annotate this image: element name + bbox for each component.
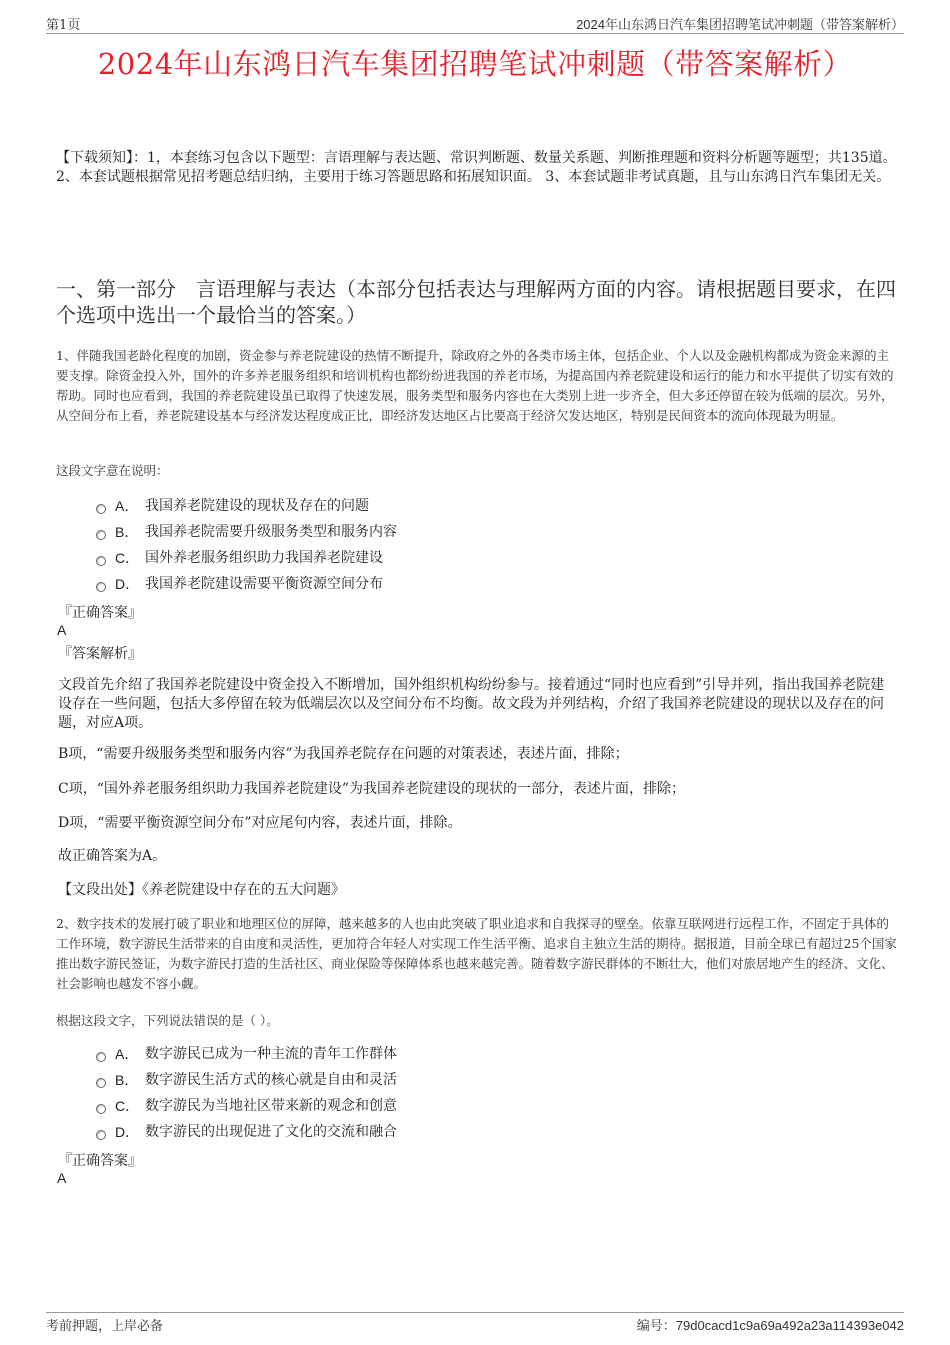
question-2-option-b[interactable]	[96, 1070, 397, 1090]
footer-doc-id	[637, 1315, 904, 1334]
option-text: 数字游民的出现促进了文化的交流和融合	[145, 1124, 397, 1140]
option-text: 数字游民为当地社区带来新的观念和创意	[145, 1098, 397, 1114]
question-1-source: 【文段出处】《养老院建设中存在的五大问题》	[58, 882, 345, 898]
footer-slogan: 考前押题，上岸必备	[46, 1319, 164, 1334]
question-2-answer-label: 『正确答案』	[58, 1153, 142, 1169]
question-2-option-a[interactable]	[96, 1044, 397, 1064]
option-letter: C．	[115, 550, 140, 566]
option-letter: D．	[115, 1124, 140, 1140]
option-text: 数字游民已成为一种主流的青年工作群体	[145, 1046, 397, 1062]
radio-icon[interactable]	[96, 1052, 106, 1062]
option-letter: C．	[115, 1098, 140, 1114]
question-2-answer: A	[57, 1170, 67, 1186]
question-1-analysis-d: D项，“需要平衡资源空间分布”对应尾句内容，表述片面，排除。	[58, 815, 462, 831]
option-letter: A．	[115, 1046, 139, 1062]
question-2-option-c[interactable]	[96, 1096, 397, 1116]
option-letter: D．	[115, 576, 140, 592]
option-text: 国外养老服务组织助力我国养老院建设	[145, 550, 383, 566]
question-2-option-d[interactable]	[96, 1122, 397, 1142]
doc-id-label: 编号：	[636, 1319, 676, 1334]
option-text: 我国养老院建设的现状及存在的问题	[145, 498, 369, 514]
option-letter: B．	[115, 524, 139, 540]
radio-icon[interactable]	[96, 530, 106, 540]
footer-divider	[46, 1312, 904, 1313]
option-text: 数字游民生活方式的核心就是自由和灵活	[145, 1072, 397, 1088]
radio-icon[interactable]	[96, 1078, 106, 1088]
header-doc-name: 2024年山东鸿日汽车集团招聘笔试冲刺题（带答案解析）	[576, 17, 904, 32]
question-1-option-c[interactable]	[96, 548, 383, 568]
question-1-option-a[interactable]	[96, 496, 369, 516]
question-1-analysis-c: C项，“国外养老服务组织助力我国养老院建设”为我国养老院建设的现状的一部分，表述片面，排除；	[58, 781, 686, 797]
question-1-prompt: 这段文字意在说明：	[56, 463, 169, 478]
radio-icon[interactable]	[96, 1130, 106, 1140]
question-1-analysis-label: 『答案解析』	[58, 646, 142, 662]
download-notice: 【下载须知】：1，本套练习包含以下题型：言语理解与表达题、常识判断题、数量关系题、判断推理题和资料分析题等题型；共135道。 2、本套试题根据常见招考题总结归纳，主要用于练习答题思路和拓展知识面。 3、本套试题非考试真题，且与山东鸿日汽车集团无关。	[56, 150, 897, 185]
radio-icon[interactable]	[96, 1104, 106, 1114]
question-1-analysis-b: B项，“需要升级服务类型和服务内容”为我国养老院存在问题的对策表述，表述片面，排除；	[58, 746, 629, 762]
radio-icon[interactable]	[96, 504, 106, 514]
document-title: 2024年山东鸿日汽车集团招聘笔试冲刺题（带答案解析）	[97, 47, 853, 81]
section-heading: 一、第一部分 言语理解与表达（本部分包括表达与理解两方面的内容。请根据题目要求，在四个选项中选出一个最恰当的答案。）	[56, 277, 896, 327]
radio-icon[interactable]	[96, 556, 106, 566]
question-1-conclusion: 故正确答案为A。	[58, 848, 167, 864]
question-2-text: 2、数字技术的发展打破了职业和地理区位的屏障，越来越多的人也由此突破了职业追求和自我探寻的壁垒。依靠互联网进行远程工作，不固定于具体的工作环境，数字游民生活带来的自由度和灵活性，更加符合年轻人对实现工作生活平衡、追求自主独立生活的期待。据报道，目前全球已有超过25个国家推出数字游民签证，为数字游民打造的生活社区、商业保险等保障体系也越来越完善。随着数字游民群体的不断壮大，他们对旅居地产生的经济、文化、社会影响也越发不容小觑。	[56, 916, 897, 991]
page-number: 第1页	[46, 18, 81, 33]
question-1-answer-label: 『正确答案』	[58, 605, 142, 621]
header-divider	[46, 33, 904, 34]
question-1-option-d[interactable]	[96, 574, 383, 594]
question-1-answer: A	[57, 622, 67, 638]
radio-icon[interactable]	[96, 582, 106, 592]
question-1-text: 1、伴随我国老龄化程度的加剧，资金参与养老院建设的热情不断提升，除政府之外的各类市场主体，包括企业、个人以及金融机构都成为资金来源的主要支撑。除资金投入外，国外的许多养老服务组织和培训机构也都纷纷进我国的养老市场，为提高国内养老院建设和运行的能力和水平提供了切实有效的帮助。同时也应看到，我国的养老院建设虽已取得了快速发展，服务类型和服务内容也在大类别上进一步齐全，但大多还停留在较为低端的层次。另外，从空间分布上看，养老院建设基本与经济发达程度成正比，即经济发达地区占比要高于经济欠发达地区，特别是民间资本的流向体现最为明显。	[56, 348, 894, 423]
question-1-option-b[interactable]	[96, 522, 397, 542]
question-1-analysis-main: 文段首先介绍了我国养老院建设中资金投入不断增加，国外组织机构纷纷参与。接着通过“同时也应看到”引导并列，指出我国养老院建设存在一些问题，包括大多停留在较为低端层次以及空间分布不均衡。故文段为并列结构，介绍了我国养老院建设的现状以及存在的问题，对应A项。	[58, 677, 885, 731]
option-letter: A．	[115, 498, 139, 514]
option-text: 我国养老院建设需要平衡资源空间分布	[145, 576, 383, 592]
doc-id-value: 79d0cacd1c9a69a492a23a114393e042	[675, 1318, 904, 1333]
question-2-prompt: 根据这段文字，下列说法错误的是（ ）。	[56, 1013, 279, 1028]
option-text: 我国养老院需要升级服务类型和服务内容	[145, 524, 397, 540]
option-letter: B．	[115, 1072, 139, 1088]
